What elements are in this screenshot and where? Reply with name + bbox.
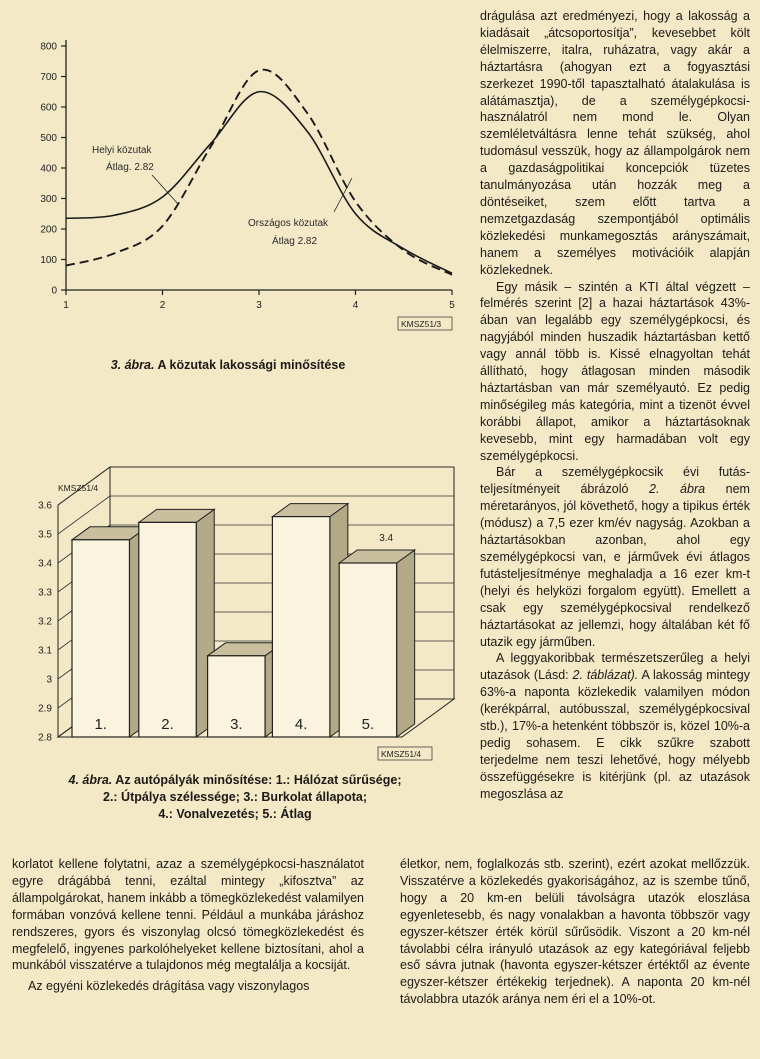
paragraph-right-1: drágulása azt eredményezi, hogy a lakosság a kiadásait „átcsoportosítja”, kevesebbet költ élelmiszerre, italra, ruházatra, vagy akár a háztartásra (ahogyan ezt a fogyasztási szerkezet 1990-től tapasztalható átalakulása is alátámasztja), de a személygépkocsi-használatról nem mond le. Olyan szemléletváltásra lenne tehát szükség, ahol tudomásul vesszük, hogy az állampolgárok nem a gazdaságpolitikai koncepciók tüzetes tanulmányozása után hozzák meg a döntéseiket, szem előtt tartva a nemzetgazdaság szempontjából optimális közlekedési munkamegosztás arányszámait, hanem a személyes motivációik alapján közlekednek.: [480, 9, 750, 277]
y-tick-label: 600: [40, 102, 57, 114]
y-tick-label: 800: [40, 41, 57, 53]
annotation-local-avg: Átlag. 2.82: [106, 162, 154, 173]
data-label-average: 3.4: [379, 533, 394, 544]
paragraph-right-4: A leggyakoribbak természetszerűleg a helyi utazások (Lásd: 2. táblázat). A lakosság mintegy 63%-a naponta közlekedik valamilyen módon (kerékpárral, autóbusszal, személygépkocsival stb.), 17%-a hetenként többször is, közel 10%-a pedig sohasem. E cikk szűkre szabott terjedelme nem teszi lehetővé, hogy mélyebb összefüggésekre is kitérjünk (pl. az utazások megoszlása az: [480, 651, 750, 801]
series-line-helyi-kozutak: [66, 92, 452, 274]
y-tick-label: 2.9: [38, 703, 52, 715]
y-tick-label: 500: [40, 133, 57, 144]
figure-4-code-bottom: KMSZ51/4: [381, 749, 422, 759]
paragraph-bottom-right: életkor, nem, foglalkozás stb. szerint), ezért azokat mellőzzük. Visszatérve a közlekedés gyakoriságához, az is szembe tűnő, hogy a 20 km-en belüli távolságra utazók eloszlása egyenletesebb, és nagy vonalakban a havonta többször vagy egyszer-kétszer érték körül sűrűsödik. Viszont a 20 km-nél távolabbi célra irányuló utazások az egy kategóriával feljebb eső sávra jutnak (havonta egyszer-kétszer értéktől az évente egyszer-kétszer értékekig terjednek). A naponta 20 km-nél távolabbra utazók aránya nem éri el a 10%-ot.: [400, 857, 750, 1007]
caption-line-3: 4.: Vonalvezetés; 5.: Átlag: [158, 807, 312, 821]
x-tick-label: 4: [352, 300, 359, 311]
bottom-left-column: [12, 856, 364, 995]
caption-line-2: 2.: Útpálya szélessége; 3.: Burkolat állapota;: [103, 790, 367, 804]
figure-4-code: KMSZ51/4: [58, 483, 99, 493]
figure-3-line-chart: [0, 0, 470, 340]
x-tick-label: 5: [449, 300, 455, 311]
y-tick-label: 3.2: [38, 616, 52, 628]
bottom-right-column: [400, 856, 750, 1008]
bar-front: [339, 563, 396, 737]
paragraph-bottom-left-1: korlatot kellene folytatni, azaz a személygépkocsi-használatot egyre drágábbá tenni, ezáltal mintegy „kifosztva” az állampolgárokat, hanem inkább a tömegközlekedést valamilyen formában vonzóvá kellene tenni. Például a munkába járáshoz rendszeres, gyors és viszonylag olcsó tömegközlekedést és megfelelő, ingyenes parkolóhelyeket kellene biztosítani, ahol a munkából visszatérve a tulajdonos még megtalálja a kocsiját.: [12, 857, 364, 973]
bar-1: [72, 527, 147, 737]
bar-2: [139, 509, 214, 737]
paragraph-right-3: Bár a személygépkocsik évi futás-teljesítményeit ábrázoló 2. ábra nem méretarányos, jól követhető, hogy a tipikus érték (módusz) a 7,5 ezer km/év nagyság. Azokban a háztartásokban azonban, ahol egy személygépkocsi van, e járművek évi átlagos futásteljesítménye meghaladja a 16 ezer km-t (helyi és helyközi forgalom együtt). Emellett a csak egy személygépkocsival rendelkező háztartásokat az jellemzi, hogy általában két fő utazik egy járműben.: [480, 465, 750, 649]
figure-3-caption: [60, 357, 396, 374]
y-tick-label: 0: [51, 285, 57, 297]
y-tick-label: 400: [40, 163, 57, 175]
caption-number: 4. ábra.: [68, 773, 113, 787]
caption-number: 3. ábra.: [110, 358, 155, 372]
annotation-national-avg: Átlag 2.82: [272, 236, 318, 247]
paragraph-right-2: Egy másik – szintén a KTI által végzett – felmérés szerint [2] a hazai háztartások 43%-ában van legalább egy személygépkocsi, és nagyjából minden huszadik háztartásban kettő vagy annál több is. Kissé elnagyoltan tehát állítható, hogy átlagosan minden második háztartásban van már személyautó. Ez pedig minőségileg más kategória, mint a tizenöt évvel korábbi állapot, amikor a háztartásoknak kevesebb, mint egy harmadában volt egy személygépkocsi.: [480, 279, 750, 463]
x-tick-label: 2: [159, 300, 166, 311]
figure-3-code: KMSZ51/3: [401, 319, 442, 329]
bar-3: [208, 643, 283, 737]
figure-4-bar-chart: [0, 455, 470, 775]
y-tick-label: 3.4: [38, 558, 52, 570]
bar-side: [397, 550, 415, 737]
paragraph-bottom-left-2: Az egyéni közlekedés drágítása vagy viszonylagos: [28, 979, 310, 994]
y-tick-label: 300: [40, 194, 57, 205]
bar-category-label: 1.: [94, 716, 107, 733]
bar-category-label: 3.: [230, 716, 243, 733]
y-tick-label: 3: [46, 674, 52, 686]
caption-text-1: Az autópályák minősítése: 1.: Hálózat sűrűsége;: [115, 773, 402, 787]
y-tick-label: 100: [40, 255, 57, 266]
y-tick-label: 3.5: [38, 529, 52, 541]
y-tick-label: 200: [40, 224, 57, 236]
y-tick-label: 2.8: [38, 732, 52, 744]
caption-line-1: [20, 772, 450, 789]
annotation-local-name: Helyi közutak: [92, 145, 152, 156]
annotation-national-name: Országos közutak: [248, 218, 329, 229]
bar-4: [272, 504, 347, 737]
x-tick-label: 1: [63, 300, 69, 311]
y-tick-label: 3.1: [38, 645, 52, 657]
annotation-leader-local: [152, 175, 178, 204]
bar-front: [72, 540, 129, 737]
bar-category-label: 5.: [361, 716, 375, 733]
bar-front: [272, 517, 329, 737]
y-tick-label: 700: [40, 72, 57, 83]
bar-category-label: 4.: [294, 716, 308, 733]
caption-text: A közutak lakossági minősítése: [157, 358, 346, 372]
bar-category-label: 2.: [161, 716, 174, 733]
figure-4-caption: [20, 772, 450, 823]
x-tick-label: 3: [256, 300, 262, 311]
y-tick-label: 3.6: [38, 500, 52, 512]
bar-5: [339, 550, 414, 737]
right-column: [480, 8, 750, 803]
bar-front: [139, 522, 196, 737]
y-tick-label: 3.3: [38, 587, 52, 599]
